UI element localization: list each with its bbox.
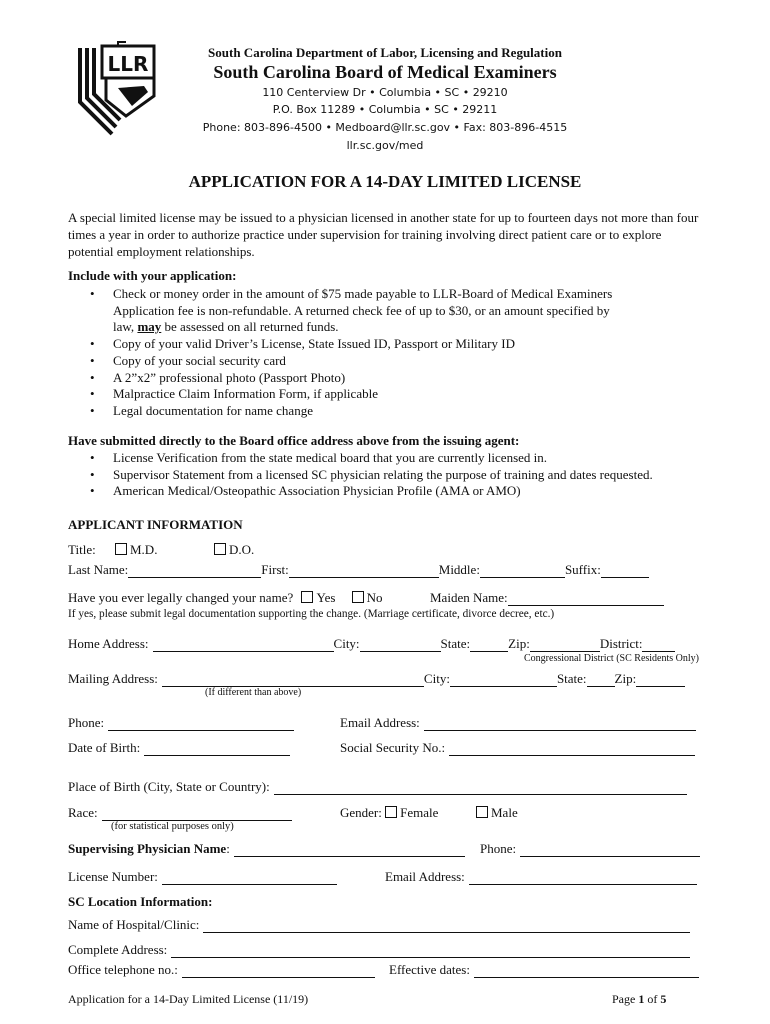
race-gender-row: Race: Gender: Female Male (68, 805, 518, 820)
do-checkbox[interactable] (214, 543, 226, 555)
ssn-field[interactable] (449, 741, 695, 756)
name-change-yes-checkbox[interactable] (301, 591, 313, 603)
mailing-note: (If different than above) (205, 687, 302, 698)
submitted-heading: Have submitted directly to the Board office address above from the issuing agent: (68, 433, 520, 448)
last-name-field[interactable] (128, 563, 261, 578)
female-checkbox[interactable] (385, 806, 397, 818)
race-field[interactable] (102, 806, 292, 821)
address-street: 110 Centerview Dr • Columbia • SC • 29210 (262, 86, 508, 99)
email-field[interactable] (424, 716, 696, 731)
mailing-city-field[interactable] (450, 672, 557, 687)
list-item: • A 2”x2” professional photo (Passport Photo) (68, 370, 708, 387)
department-name: South Carolina Department of Labor, Licensing and Regulation (208, 45, 562, 60)
home-zip-field[interactable] (530, 637, 600, 652)
supervisor-email-field[interactable] (469, 870, 697, 885)
sc-location-heading: SC Location Information: (68, 894, 213, 909)
page-title: APPLICATION FOR A 14-DAY LIMITED LICENSE (188, 172, 582, 191)
mailing-zip-field[interactable] (636, 672, 685, 687)
dob-field[interactable] (144, 741, 290, 756)
mailing-address-field[interactable] (162, 672, 424, 687)
applicant-heading: APPLICANT INFORMATION (68, 517, 243, 532)
list-item: • Copy of your valid Driver’s License, State Issued ID, Passport or Military ID (68, 336, 708, 353)
supervisor-phone-field[interactable] (520, 842, 700, 857)
license-number-field[interactable] (162, 870, 337, 885)
include-heading: Include with your application: (68, 268, 237, 283)
pob-field[interactable] (274, 780, 687, 795)
name-change-row: Have you ever legally changed your name? Yes No Maiden Name: (68, 590, 708, 606)
mailing-state-field[interactable] (587, 672, 615, 687)
list-item: • American Medical/Osteopathic Association Physician Profile (AMA or AMO) (68, 483, 728, 500)
office-phone-field[interactable] (182, 963, 375, 978)
license-row: License Number: Email Address: (68, 869, 708, 885)
name-change-no-checkbox[interactable] (352, 591, 364, 603)
maiden-name-field[interactable] (508, 591, 664, 606)
footer-form-name: Application for a 14-Day Limited License (11/19) (68, 992, 309, 1006)
list-item: • Check or money order in the amount of $75 made payable to LLR-Board of Medical Examiners Application fee is non-refundable. A returned check fee of up to $30, or an amount specified by law, may be assessed on all returned funds. (68, 286, 708, 336)
home-address-field[interactable] (153, 637, 334, 652)
hospital-field[interactable] (203, 918, 690, 933)
middle-name-field[interactable] (480, 563, 565, 578)
address-po-box: P.O. Box 11289 • Columbia • SC • 29211 (272, 103, 498, 116)
list-item: • Malpractice Claim Information Form, if applicable (68, 386, 708, 403)
phone-email-row: Phone: Email Address: (68, 715, 708, 731)
race-note: (for statistical purposes only) (111, 821, 234, 832)
home-address-row: Home Address: City: State: Zip: District: (68, 636, 708, 652)
office-phone-row: Office telephone no.: Effective dates: (68, 962, 708, 978)
name-row: Last Name: First: Middle: Suffix: (68, 562, 708, 578)
website: llr.sc.gov/med (346, 139, 424, 152)
district-field[interactable] (642, 637, 675, 652)
male-checkbox[interactable] (476, 806, 488, 818)
include-list (68, 286, 708, 420)
complete-address-row: Complete Address: (68, 942, 708, 958)
home-state-field[interactable] (470, 637, 508, 652)
intro-paragraph: A special limited license may be issued to a physician licensed in another state for up to fourteen days not more than four times a year in order to authorize practice under supervision for training involving direct patient care or to explore potential employment relationships. (68, 210, 699, 259)
dob-ssn-row: Date of Birth: Social Security No.: (68, 740, 708, 756)
first-name-field[interactable] (289, 563, 439, 578)
submitted-list (68, 450, 728, 500)
supervisor-row: Supervising Physician Name: Phone: (68, 841, 708, 857)
district-note: Congressional District (SC Residents Only) (524, 653, 699, 664)
hospital-row: Name of Hospital/Clinic: (68, 917, 708, 933)
complete-address-field[interactable] (171, 943, 690, 958)
supervisor-name-field[interactable] (234, 842, 465, 857)
contact-info: Phone: 803-896-4500 • Medboard@llr.sc.gov • Fax: 803-896-4515 (202, 121, 568, 134)
list-item: • Legal documentation for name change (68, 403, 708, 420)
title-row: Title: M.D. D.O. (68, 542, 255, 557)
list-item: • Supervisor Statement from a licensed SC physician relating the purpose of training and dates requested. (68, 467, 728, 484)
effective-dates-field[interactable] (474, 963, 699, 978)
name-change-note: If yes, please submit legal documentation supporting the change. (Marriage certificate, divorce decree, etc.) (68, 608, 555, 620)
suffix-field[interactable] (601, 563, 649, 578)
md-checkbox[interactable] (115, 543, 127, 555)
list-item: • Copy of your social security card (68, 353, 708, 370)
page-number: Page 1 of 5 (612, 992, 667, 1006)
list-item: • License Verification from the state medical board that you are currently licensed in. (68, 450, 728, 467)
logo-text: LLR (107, 52, 149, 76)
home-city-field[interactable] (360, 637, 441, 652)
phone-field[interactable] (108, 716, 294, 731)
board-name: South Carolina Board of Medical Examiners (213, 62, 557, 82)
mailing-address-row: Mailing Address: City: State: Zip: (68, 671, 708, 687)
pob-row: Place of Birth (City, State or Country): (68, 779, 708, 795)
